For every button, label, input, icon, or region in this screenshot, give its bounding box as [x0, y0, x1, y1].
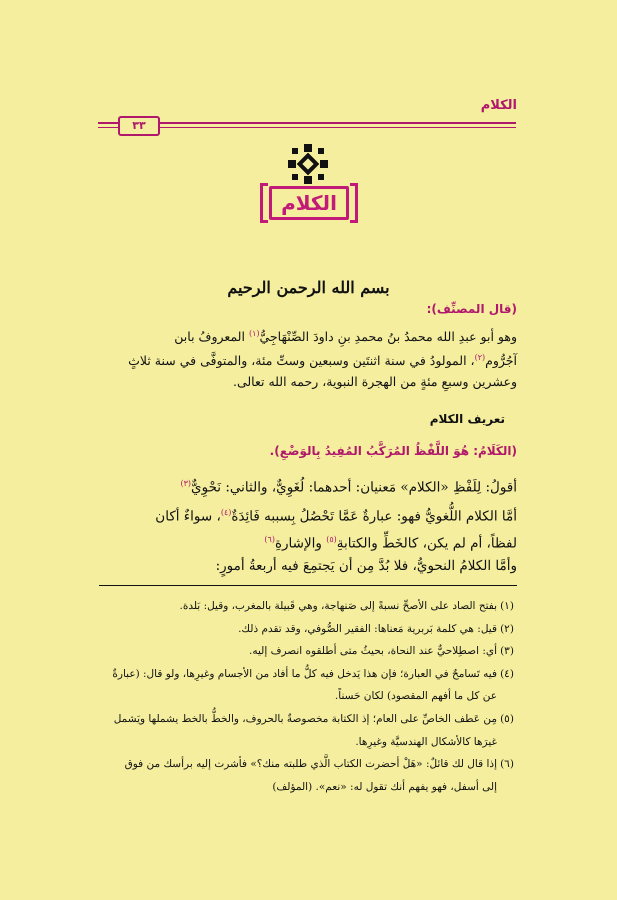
header-rule-thin [98, 127, 516, 128]
basmala: بسم الله الرحمن الرحيم [227, 278, 390, 297]
intro-line-1 [99, 324, 517, 347]
explanation-line-3 [99, 530, 517, 554]
intro-line-3: وعشرين وسبعِ مئةٍ من الهجرة النبوية، رحمه الله تعالى. [232, 374, 517, 389]
linguistic-def: أمَّا الكلام اللُّغويُّ فهو: عبارةٌ عَمَّا تَحْصُلُ بِسببه فَائِدَةٌ [231, 508, 517, 525]
footnote-5: (٥)مِن عَطف الخاصِّ على العام؛ إذ الكتابة مخصوصةٌ بالحروف، والخطُّ بالخط يشملها ويَشمل [113, 713, 514, 725]
intro-line-2 [99, 348, 517, 371]
author-label: (قال المصنِّف): [426, 302, 517, 316]
footnote-5-cont: غيرَها كالأشكال الهندسيَّة وغيرِها. [355, 736, 497, 748]
two-meanings: أقولُ: لِلَفْظِ «الكلام» مَعنيان: أحدهما: لُغَوِيٌّ، والثاني: نَحْوِيٌّ [191, 479, 517, 496]
ref-4: (٤) [220, 508, 232, 517]
definition: (الكَلَامُ: هُوَ اللَّفْظُ المُرَكَّبُ المُفِيدُ بِالوَضْعِ). [269, 444, 517, 458]
explanation-line-2 [99, 503, 517, 527]
footnote-4: (٤)فيه تَسامحٌ في العبارة؛ فإن هذا يَدخل فيه كلُّ ما أفاد من الأجسام وغيرِها، ولو قال: (عبارةٌ [112, 668, 514, 680]
footnote-3: (٣)أي: اصطِلاحيٌّ عند النحاة، بحيثُ متى أطلقوه انصرف إليه. [248, 645, 514, 657]
section-heading: تعريف الكلام [429, 412, 505, 426]
footnote-4-cont: عن كل ما أفهم المقصود) لكان حَسناً. [334, 690, 497, 702]
explanation-line-4: وأمَّا الكلامُ النحويُّ، فلا بُدَّ مِن أن يَجتمِعَ فيه أربعةُ أمورٍ: [215, 558, 517, 574]
ref-2: (٢) [474, 353, 486, 362]
linguistic-def-cont: ، سواءٌ أكان [155, 508, 221, 525]
footnote-rule [99, 585, 517, 586]
ref-3: (٣) [180, 479, 192, 488]
author-name: وهو أبو عبدِ الله محمدُ بنُ محمدِ بنِ داودَ الصِّنْهَاجِيُّ [259, 329, 517, 345]
ref-5: (٥) [326, 535, 337, 544]
header-rule [98, 122, 516, 124]
footnote-2: (٢)قيل: هي كلمة بَربرية مَعناها: الفقير الصُّوفي، وقد تقدم ذلك. [238, 623, 514, 635]
chapter-title: الكلام [269, 186, 349, 220]
gesture-example: والإشارةِ [274, 535, 322, 552]
running-title: الكلام [480, 98, 517, 113]
writing-example: لفظاً، أم لم يكن، كالخَطِّ والكتابةِ [336, 535, 517, 552]
ref-1: (١) [248, 329, 260, 338]
author-known-as: المعروفُ بابن [174, 329, 245, 345]
footnote-1: (١)بفتح الصاد على الأصحِّ نسبةً إلى صَنهاجة، وهي قَبيلة بالمغرب، وقيل: بَلدة. [179, 600, 514, 612]
birth-death: ، المولودُ في سنة اثنتَين وسبعين وستِّ مئة، والمتوفَّى في سنة ثلاثٍ [128, 353, 475, 369]
ornament-icon [286, 142, 330, 186]
author-nisba: آجُرُّوم [485, 353, 517, 369]
explanation-line-1 [99, 474, 517, 498]
footnote-6-cont: إلى أسفل، فهو يفهم أنك تقول له: «نعم». (المؤلف) [272, 781, 497, 793]
footnote-6: (٦)إذا قال لك قائلٌ: «هَلْ أحضرت الكتاب الَّذي طلبته منك؟» فأشرت إليه برأسك من فوق [124, 758, 514, 770]
ref-6: (٦) [264, 535, 275, 544]
page-number: ٣٣ [118, 116, 160, 136]
